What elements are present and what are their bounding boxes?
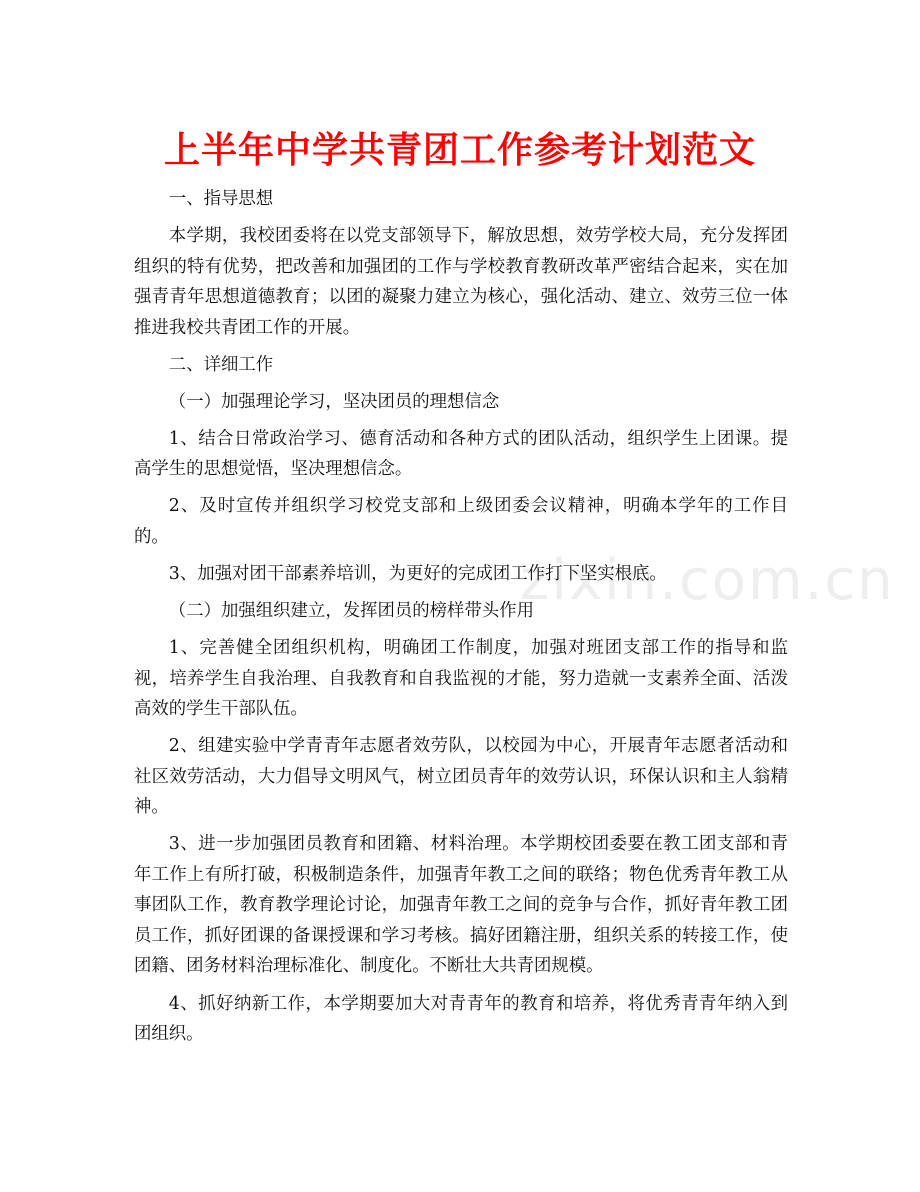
subsection-heading-theory-study: （一）加强理论学习，坚决团员的理想信念 (168, 391, 500, 412)
document-body (134, 184, 788, 1056)
paragraph-item: 3、加强对团干部素养培训，为更好的完成团工作打下坚实根底。 (168, 564, 667, 585)
section-heading-guiding-thought: 一、指导思想 (168, 189, 274, 209)
paragraph-item: 3、进一步加强团员教育和团籍、材料治理。本学期校团委要在教工团支部和青年工作上有所打破，积极制造条件，加强青年教工之间的联络；物色优秀青年教工从事团队工作，教育教学理论讨论，加强青年教工之间的竞争与合作，抓好青年教工团员工作，抓好团课的备课授课和学习考核。搞好团籍注册，组织关系的转接工作，使团籍、团务材料治理标准化、制度化。不断壮大共青团规模。 (134, 834, 788, 977)
section-heading-detailed-work: 二、详细工作 (168, 354, 274, 375)
document-title: 上半年中学共青团工作参考计划范文 (163, 130, 756, 171)
paragraph-item: 2、组建实验中学青青年志愿者效劳队，以校园为中心，开展青年志愿者活动和社区效劳活动，大力倡导文明风气，树立团员青年的效劳认识，环保认识和主人翁精神。 (134, 736, 788, 818)
paragraph-guiding-thought: 本学期，我校团委将在以党支部领导下，解放思想，效劳学校大局，充分发挥团组织的特有优势，把改善和加强团的工作与学校教育教研改革严密结合起来，实在加强青青年思想道德教育；以团的凝聚力建立为核心，强化活动、建立、效劳三位一体推进我校共青团工作的开展。 (134, 226, 788, 338)
paragraph-item: 1、结合日常政治学习、德育活动和各种方式的团队活动，组织学生上团课。提高学生的思想觉悟，坚决理想信念。 (134, 428, 788, 480)
paragraph-item: 2、及时宣传并组织学习校党支部和上级团委会议精神，明确本学年的工作目的。 (134, 496, 788, 547)
paragraph-item: 4、抓好纳新工作，本学期要加大对青青年的教育和培养，将优秀青青年纳入到团组织。 (134, 993, 788, 1045)
subsection-heading-organization: （二）加强组织建立，发挥团员的榜样带头作用 (168, 601, 535, 622)
paragraph-item: 1、完善健全团组织机构，明确团工作制度，加强对班团支部工作的指导和监视，培养学生自我治理、自我教育和自我监视的才能，努力造就一支素养全面、活泼高效的学生干部队伍。 (134, 638, 788, 720)
watermark-text: zixin.com.cn (520, 548, 895, 613)
